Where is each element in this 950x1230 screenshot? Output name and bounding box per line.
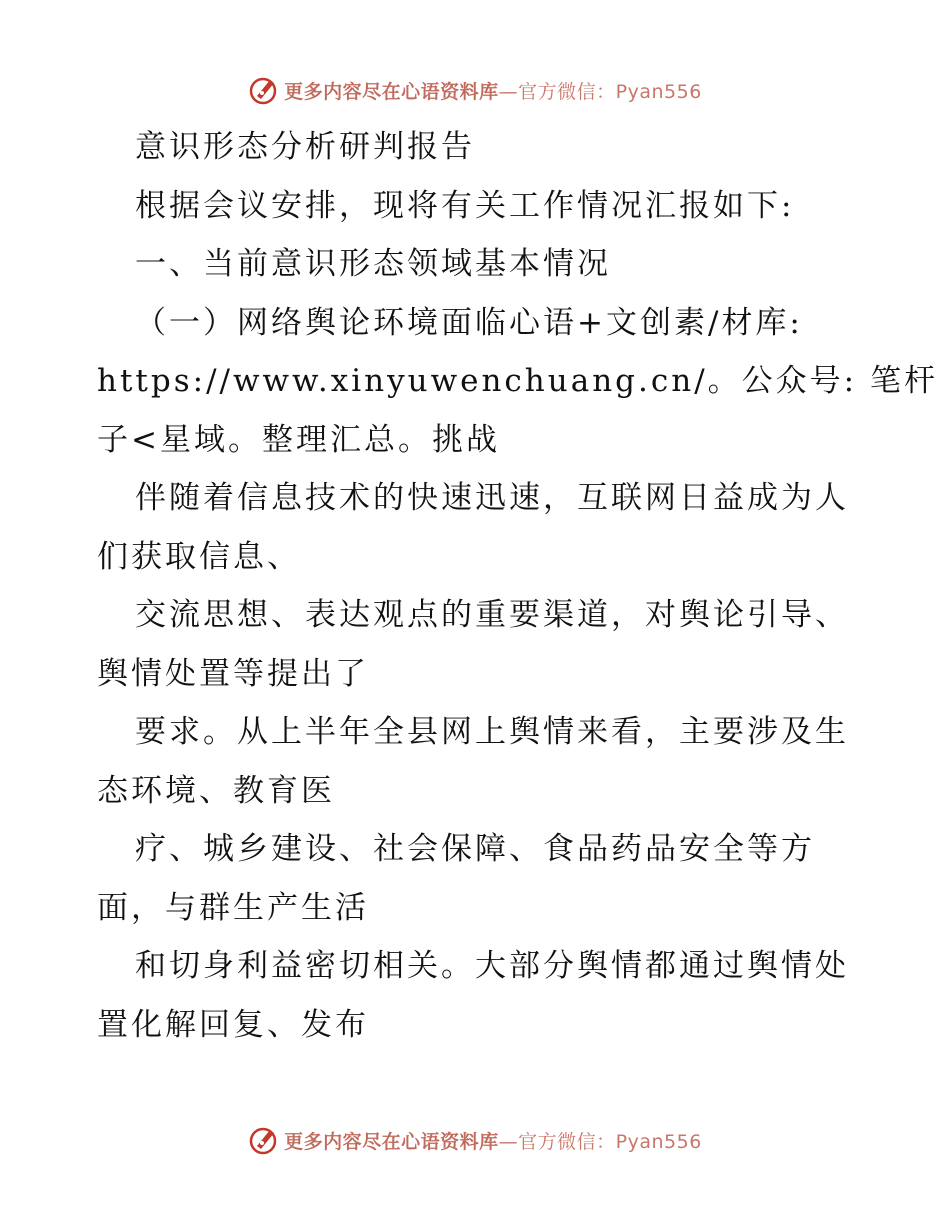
paragraph-line: 和切身利益密切相关。大部分舆情都通过舆情处 <box>135 948 849 984</box>
document-body <box>97 118 938 1054</box>
footer-dash: — <box>498 1130 519 1153</box>
pen-nib-logo-icon <box>248 74 280 106</box>
paragraph-line: 置化解回复、发布 <box>97 1006 369 1043</box>
paragraph-line: 面，与群生产生活 <box>97 889 369 926</box>
header-banner-text <box>284 77 702 104</box>
footer-banner-text <box>284 1127 702 1154</box>
document-title: 意识形态分析研判报告 <box>135 129 475 165</box>
paragraph-line: 根据会议安排，现将有关工作情况汇报如下: <box>135 187 795 224</box>
header-banner <box>0 70 950 110</box>
pen-nib-logo-icon <box>248 1124 280 1156</box>
footer-wechat-text: 官方微信：Pyan556 <box>518 1130 702 1153</box>
paragraph-line: 要求。从上半年全县网上舆情来看，主要涉及生 <box>135 714 849 750</box>
paragraph-line: 们获取信息、 <box>97 538 301 575</box>
paragraph-line: 子<星域。整理汇总。挑战 <box>97 421 500 458</box>
header-wechat-text: 官方微信：Pyan556 <box>518 80 702 103</box>
header-dash: — <box>498 80 519 103</box>
paragraph-line: 舆情处置等提出了 <box>97 655 369 692</box>
paragraph-line: https://www.xinyuwenchuang.cn/。公众号: 笔杆 <box>97 363 938 399</box>
subsection-heading: （一）网络舆论环境面临心语+文创素/材库: <box>135 304 803 341</box>
footer-banner <box>0 1120 950 1160</box>
footer-site-text: 更多内容尽在心语资料库 <box>284 1130 499 1153</box>
header-site-text: 更多内容尽在心语资料库 <box>284 80 499 103</box>
paragraph-line: 疗、城乡建设、社会保障、食品药品安全等方 <box>135 831 815 867</box>
paragraph-line: 态环境、教育医 <box>97 772 335 809</box>
paragraph-line: 伴随着信息技术的快速迅速，互联网日益成为人 <box>135 480 849 516</box>
section-heading: 一、当前意识形态领域基本情况 <box>135 246 611 282</box>
paragraph-line: 交流思想、表达观点的重要渠道，对舆论引导、 <box>135 597 849 633</box>
